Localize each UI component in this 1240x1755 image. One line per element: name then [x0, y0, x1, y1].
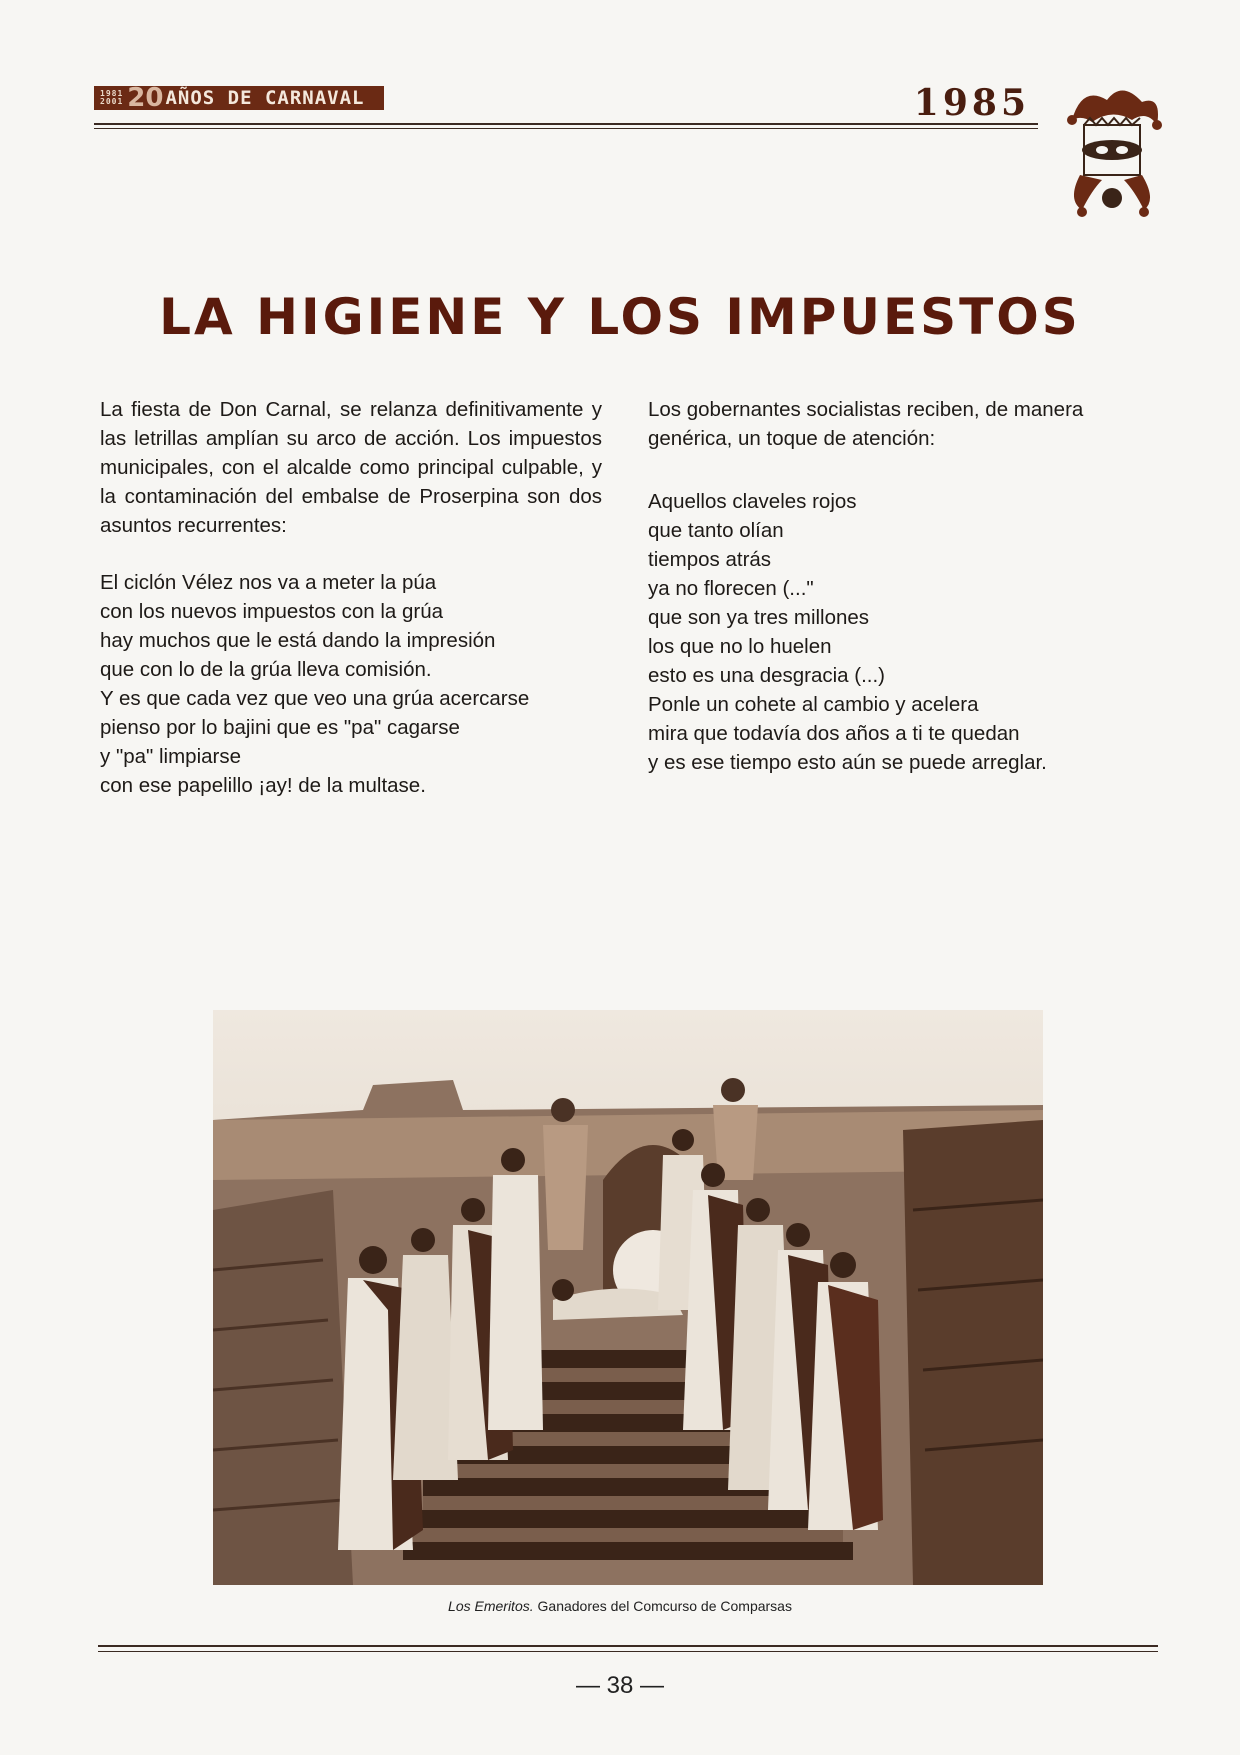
- verse-line: tiempos atrás: [648, 548, 772, 571]
- verse-line: que con lo de la grúa lleva comisión.: [100, 658, 432, 681]
- carnival-jester-logo-icon: [1052, 80, 1170, 230]
- footer-rule-thin: [98, 1651, 1158, 1652]
- page-number: — 38 —: [575, 1672, 665, 1699]
- banner-number: 20: [127, 83, 164, 113]
- left-column: [100, 395, 602, 800]
- page-year: 1985: [913, 82, 1030, 124]
- verse-line: y "pa" limpiarse: [100, 745, 242, 768]
- verse-line: que tanto olían: [648, 519, 784, 542]
- verse-line: los que no lo huelen: [648, 635, 832, 658]
- right-intro-paragraph: Los gobernantes socialistas reciben, de manera genérica, un toque de atención:: [648, 398, 1084, 450]
- verse-line: esto es una desgracia (...): [648, 664, 886, 687]
- verse-line: El ciclón Vélez nos va a meter la púa: [100, 571, 437, 594]
- left-verse: [100, 568, 602, 800]
- banner-year-start: 1981: [100, 89, 124, 98]
- photo-caption: [0, 1598, 1240, 1614]
- header-rule-thin: [94, 128, 1038, 129]
- left-intro-paragraph: La fiesta de Don Carnal, se relanza definitivamente y las letrillas amplían su arco de acción. Los impuestos municipales, con el alcalde como principal culpable, y la contaminación del embalse de Proserpina son dos asuntos recurrentes:: [100, 398, 602, 537]
- banner-label: AÑOS DE CARNAVAL: [165, 87, 365, 109]
- verse-line: mira que todavía dos años a ti te quedan: [648, 722, 1020, 745]
- header-rule: [94, 123, 1038, 125]
- banner-year-end: 2001: [100, 97, 124, 106]
- group-photo: [213, 1010, 1043, 1585]
- verse-line: Y es que cada vez que veo una grúa acercarse: [100, 687, 530, 710]
- right-column: [648, 395, 1156, 777]
- verse-line: Aquellos claveles rojos: [648, 490, 857, 513]
- series-banner: [94, 83, 384, 113]
- caption-italic: Los Emeritos.: [448, 1598, 534, 1614]
- verse-line: y es ese tiempo esto aún se puede arreglar.: [648, 751, 1047, 774]
- verse-line: hay muchos que le está dando la impresión: [100, 629, 496, 652]
- verse-line: que son ya tres millones: [648, 606, 870, 629]
- banner-years: [94, 90, 127, 106]
- verse-line: con ese papelillo ¡ay! de la multase.: [100, 774, 426, 797]
- article-title: LA HIGIENE Y LOS IMPUESTOS: [159, 288, 1081, 346]
- verse-line: ya no florecen (...": [648, 577, 814, 600]
- verse-line: pienso por lo bajini que es "pa" cagarse: [100, 716, 460, 739]
- verse-line: Ponle un cohete al cambio y acelera: [648, 693, 979, 716]
- right-verse: [648, 487, 1156, 777]
- footer-rule: [98, 1645, 1158, 1647]
- caption-text: Ganadores del Comcurso de Comparsas: [533, 1598, 792, 1614]
- verse-line: con los nuevos impuestos con la grúa: [100, 600, 444, 623]
